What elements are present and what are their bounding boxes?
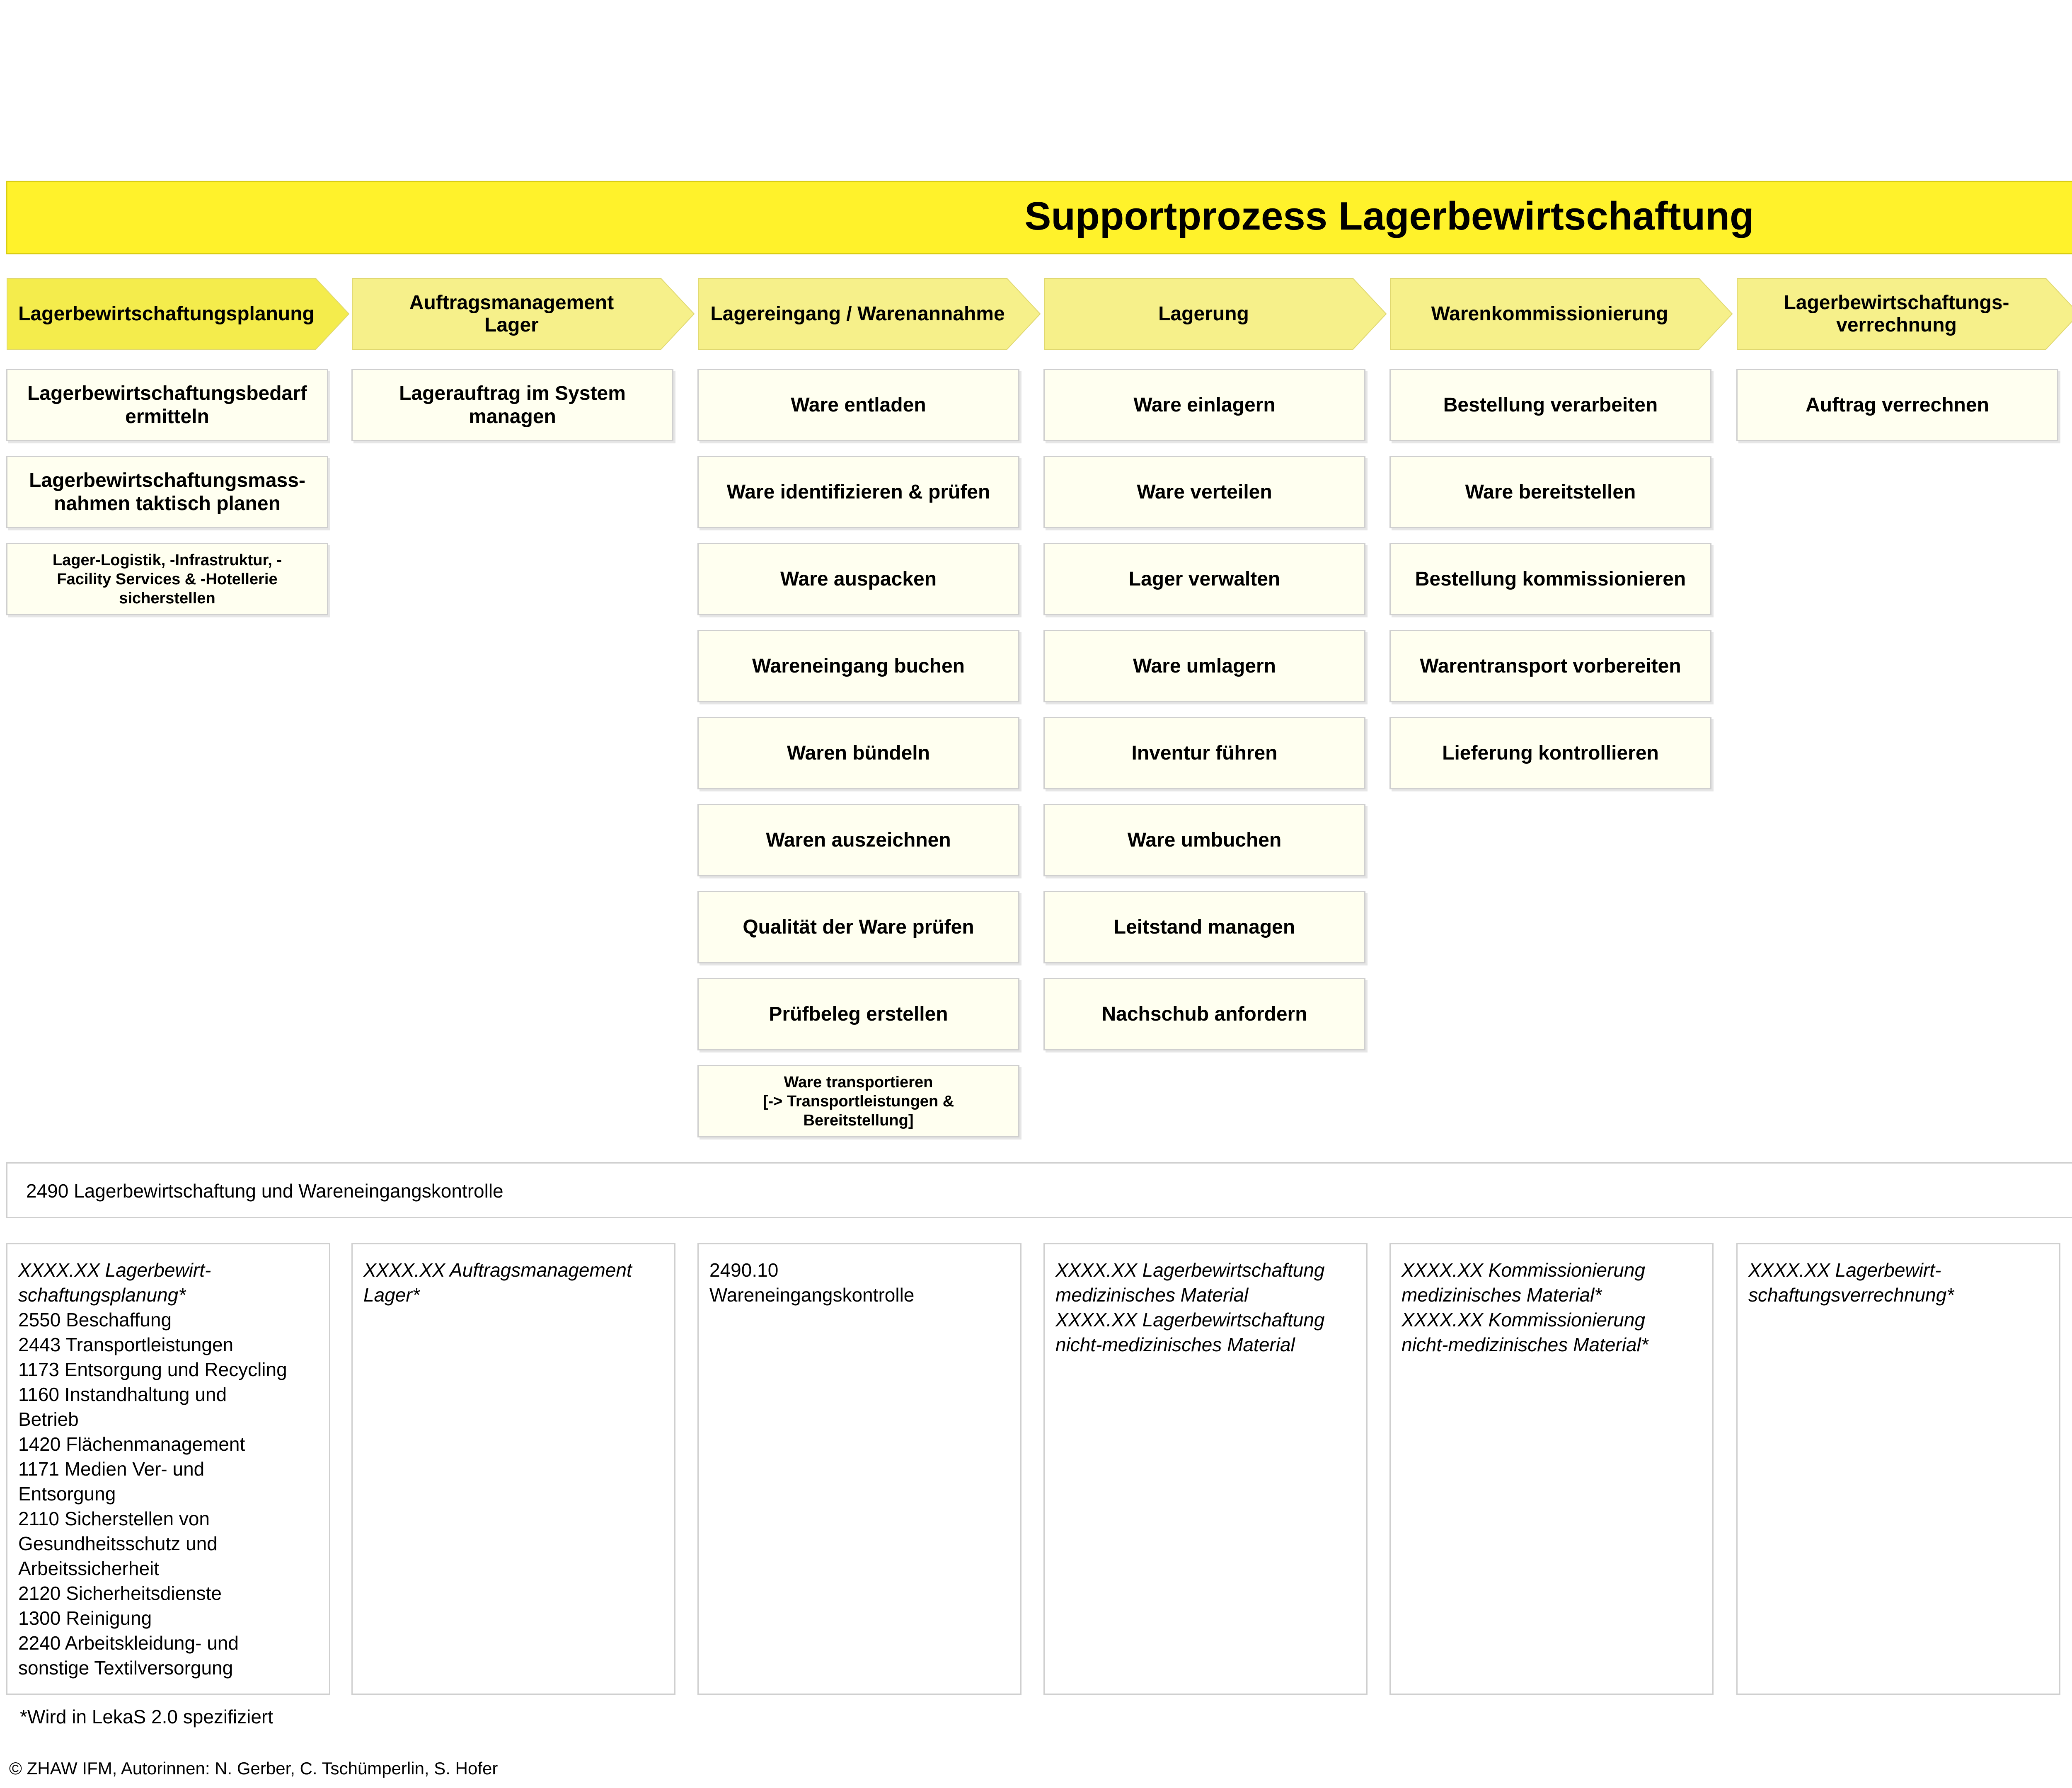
process-code-box <box>1043 1243 1368 1695</box>
process-step-line: Bestellung kommissionieren <box>1415 568 1686 590</box>
process-step-line: Waren bündeln <box>787 742 930 764</box>
process-step <box>697 804 1019 876</box>
process-step-line: Ware verteilen <box>1137 481 1272 503</box>
process-step-line: sicherstellen <box>119 589 215 607</box>
process-code-line: XXXX.XX Lagerbewirt- <box>1748 1259 1941 1281</box>
process-step-line: Lagerauftrag im System <box>399 382 626 404</box>
process-code-line: nicht-medizinisches Material <box>1055 1334 1295 1355</box>
chevron-label-line: Lagerbewirtschaftungs- <box>1784 291 2009 314</box>
process-code-box <box>6 1243 330 1695</box>
chevron-label-line: Auftragsmanagement <box>409 291 614 314</box>
process-code-line: 1300 Reinigung <box>18 1607 152 1629</box>
chevron-label-line: Lager <box>484 314 539 336</box>
chevron-label-1 <box>10 278 323 350</box>
banner-title: Supportprozess Lagerbewirtschaftung <box>1024 194 1754 238</box>
process-step <box>1043 717 1365 789</box>
process-code-line: XXXX.XX Auftragsmanagement <box>363 1259 632 1281</box>
process-code-line: 2550 Beschaffung <box>18 1309 172 1331</box>
footnote: *Wird in LekaS 2.0 spezifiziert <box>20 1706 274 1728</box>
chevron-label-4 <box>1047 278 1360 350</box>
chevron-label-line: verrechnung <box>1836 314 1957 336</box>
process-step <box>1043 456 1365 528</box>
process-step <box>351 369 673 441</box>
process-step-line: Warentransport vorbereiten <box>1420 655 1681 677</box>
process-step-line: Lagerbewirtschaftungsbedarf <box>27 382 307 404</box>
process-code-line: 2110 Sicherstellen von <box>18 1508 210 1529</box>
summary-box <box>6 1162 2072 1218</box>
process-code-line: XXXX.XX Lagerbewirtschaftung <box>1055 1259 1325 1281</box>
process-step <box>697 717 1019 789</box>
process-step <box>1043 978 1365 1050</box>
process-step-line: Ware auspacken <box>780 568 937 590</box>
process-code-line: 1173 Entsorgung und Recycling <box>18 1359 287 1380</box>
process-step-line: Prüfbeleg erstellen <box>769 1003 948 1025</box>
process-code-box <box>1389 1243 1714 1695</box>
process-step <box>697 456 1019 528</box>
process-step-line: Ware umlagern <box>1133 655 1276 677</box>
process-code-line: schaftungsplanung* <box>18 1284 186 1306</box>
process-step <box>1043 804 1365 876</box>
process-step-line: Nachschub anfordern <box>1101 1003 1307 1025</box>
process-step-line: Auftrag verrechnen <box>1806 394 1989 416</box>
chevron-label-line: Warenkommissionierung <box>1431 302 1668 325</box>
process-code-box <box>351 1243 675 1695</box>
process-code-line: 2443 Transportleistungen <box>18 1334 234 1355</box>
process-step <box>1389 543 1711 615</box>
process-step-line: [-> Transportleistungen & <box>762 1092 954 1110</box>
process-code-line: XXXX.XX Kommissionierung <box>1402 1259 1646 1281</box>
process-step-line: Waren auszeichnen <box>766 829 951 851</box>
process-step-line: Bestellung verarbeiten <box>1443 394 1658 416</box>
process-step-line: Ware entladen <box>791 394 926 416</box>
process-code-line: 2240 Arbeitskleidung- und <box>18 1632 239 1654</box>
process-code-line: sonstige Textilversorgung <box>18 1657 233 1679</box>
process-code-line: 2490.10 <box>709 1259 779 1281</box>
process-step <box>697 1065 1019 1137</box>
process-code-line: 1160 Instandhaltung und <box>18 1384 227 1405</box>
process-step <box>697 543 1019 615</box>
process-step-line: Ware transportieren <box>784 1073 933 1091</box>
process-step-line: managen <box>469 405 556 428</box>
process-step <box>1736 369 2058 441</box>
process-step <box>1043 543 1365 615</box>
process-code-box <box>1736 1243 2060 1695</box>
process-step <box>1389 456 1711 528</box>
process-step <box>6 543 328 615</box>
chevron-label-line: Lagerbewirtschaftungsplanung <box>18 302 315 325</box>
summary-text: 2490 Lagerbewirtschaftung und Wareneingangskontrolle <box>26 1180 503 1202</box>
process-step <box>1389 630 1711 702</box>
chevron-label-2 <box>355 278 668 350</box>
process-step <box>697 891 1019 963</box>
process-step-line: Lager verwalten <box>1128 568 1280 590</box>
process-code-line: XXXX.XX Lagerbewirt- <box>18 1259 211 1281</box>
process-step-line: Lieferung kontrollieren <box>1442 742 1659 764</box>
process-step-line: Ware umbuchen <box>1127 829 1282 851</box>
process-step-line: Ware einlagern <box>1133 394 1276 416</box>
process-step-line: Lagerbewirtschaftungsmass- <box>29 469 305 491</box>
footer-copyright: © ZHAW IFM, Autorinnen: N. Gerber, C. Tschümperlin, S. Hofer <box>9 1759 498 1778</box>
process-step-line: Facility Services & -Hotellerie <box>57 570 278 588</box>
process-code-line: XXXX.XX Kommissionierung <box>1402 1309 1646 1331</box>
process-step-line: Bereitstellung] <box>803 1111 914 1129</box>
process-step <box>1389 717 1711 789</box>
process-code-line: nicht-medizinisches Material* <box>1402 1334 1648 1355</box>
chevron-label-3 <box>701 278 1014 350</box>
process-step-line: Leitstand managen <box>1113 916 1295 938</box>
process-step-line: Qualität der Ware prüfen <box>743 916 974 938</box>
process-code-box <box>697 1243 1021 1695</box>
process-step <box>1043 630 1365 702</box>
process-step-line: Lager-Logistik, -Infrastruktur, - <box>52 551 282 569</box>
process-code-line: XXXX.XX Lagerbewirtschaftung <box>1055 1309 1325 1331</box>
process-code-line: medizinisches Material* <box>1402 1284 1602 1306</box>
process-step-line: nahmen taktisch planen <box>54 492 281 515</box>
process-step <box>697 630 1019 702</box>
process-code-line: schaftungsverrechnung* <box>1748 1284 1954 1306</box>
process-step-line: Inventur führen <box>1131 742 1278 764</box>
process-code-line: Gesundheitsschutz und <box>18 1533 218 1554</box>
process-code-line: Wareneingangskontrolle <box>709 1284 915 1306</box>
process-step <box>6 456 328 528</box>
process-code-line: 1420 Flächenmanagement <box>18 1433 245 1455</box>
process-code-line: medizinisches Material <box>1055 1284 1249 1306</box>
process-code-line: 2120 Sicherheitsdienste <box>18 1582 222 1604</box>
process-code-line: Lager* <box>363 1284 420 1306</box>
process-step <box>1389 369 1711 441</box>
process-step <box>697 369 1019 441</box>
process-step <box>1043 891 1365 963</box>
process-step-line: Ware bereitstellen <box>1465 481 1636 503</box>
process-step <box>1043 369 1365 441</box>
process-code-line: 1171 Medien Ver- und <box>18 1458 205 1480</box>
process-step-line: ermitteln <box>125 405 209 428</box>
process-step <box>6 369 328 441</box>
process-step-line: Ware identifizieren & prüfen <box>726 481 990 503</box>
process-step-line: Wareneingang buchen <box>752 655 965 677</box>
chevron-label-5 <box>1393 278 1706 350</box>
process-code-line: Entsorgung <box>18 1483 116 1505</box>
chevron-label-line: Lagerung <box>1158 302 1249 325</box>
process-code-line: Arbeitssicherheit <box>18 1558 160 1579</box>
process-step <box>697 978 1019 1050</box>
process-code-line: Betrieb <box>18 1408 79 1430</box>
chevron-label-line: Lagereingang / Warenannahme <box>710 302 1005 325</box>
chevron-label-6 <box>1740 278 2053 350</box>
